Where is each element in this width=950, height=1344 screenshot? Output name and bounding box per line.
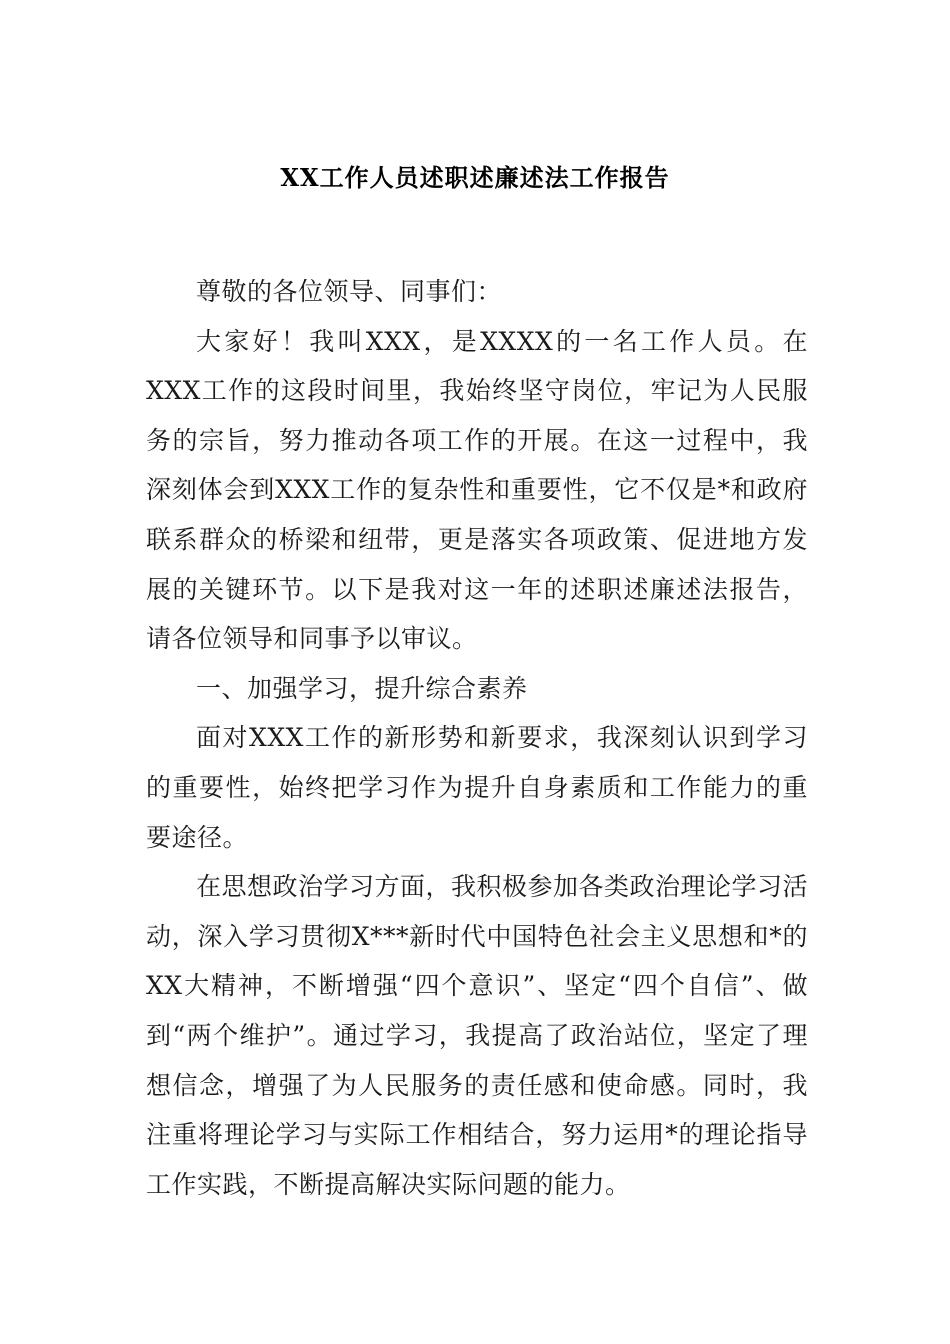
intro-paragraph: 大家好！我叫XXX，是XXXX的一名工作人员。在XXX工作的这段时间里，我始终坚守岗位，牢记为人民服务的宗旨，努力推动各项工作的开展。在这一过程中，我深刻体会到XXX工作的复杂性和重要性，它不仅是*和政府联系群众的桥梁和纽带，更是落实各项政策、促进地方发展的关键环节。以下是我对这一年的述职述廉述法报告，请各位领导和同事予以审议。: [146, 326, 808, 654]
section-heading: 一、加强学习，提升综合素养: [196, 673, 528, 703]
document-title: XX工作人员述职述廉述法工作报告: [280, 163, 670, 192]
body-paragraph: 在思想政治学习方面，我积极参加各类政治理论学习活动，深入学习贯彻X***新时代中国特色社会主义思想和*的XX大精神，不断增强“四个意识”、坚定“四个自信”、做到“两个维护”。通过学习，我提高了政治站位，坚定了理想信念，增强了为人民服务的责任感和使命感。同时，我注重将理论学习与实际工作相结合，努力运用*的理论指导工作实践，不断提高解决实际问题的能力。: [146, 872, 809, 1199]
document-body: [146, 267, 808, 1209]
body-paragraph: 面对XXX工作的新形势和新要求，我深刻认识到学习的重要性，始终把学习作为提升自身素质和工作能力的重要途径。: [146, 723, 808, 852]
salutation-paragraph: 尊敬的各位领导、同事们：: [196, 277, 503, 306]
